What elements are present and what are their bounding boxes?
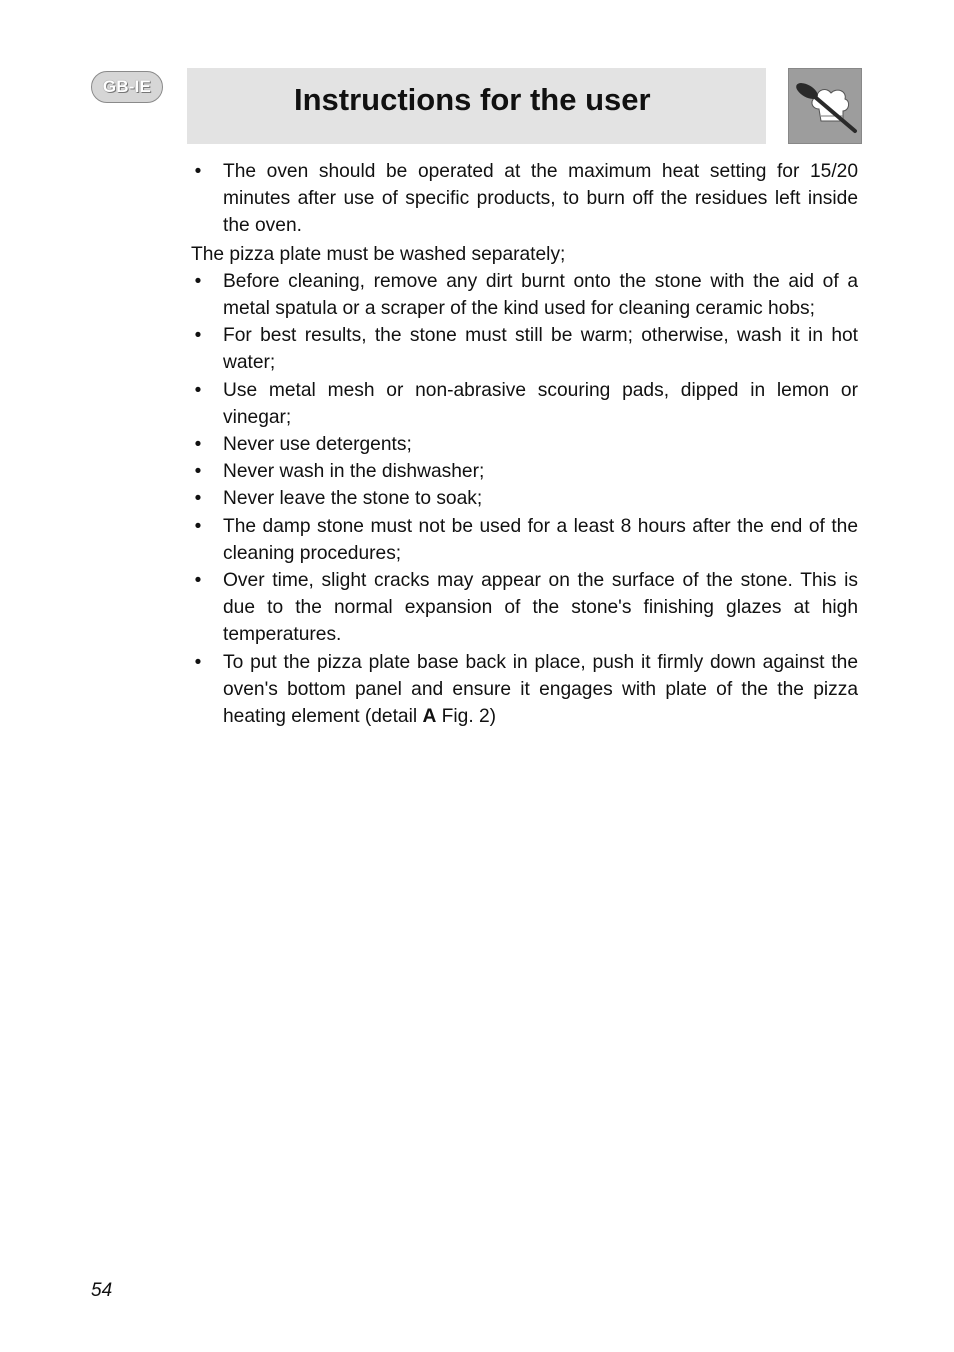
- list-item-text: The damp stone must not be used for a least 8 hours after the end of the cleaning procedures;: [223, 515, 858, 564]
- list-item-text: Never use detergents;: [223, 434, 412, 456]
- bullet-icon: •: [194, 161, 202, 182]
- list-item-text-part: To put the pizza plate base back in place, push it firmly down against the oven's bottom panel and ensure it engages with plate of the the pizza heating element (detail: [223, 651, 858, 728]
- list-item: [191, 567, 858, 649]
- list-item: [191, 513, 858, 567]
- bullet-icon: •: [194, 651, 202, 673]
- main-content: [191, 158, 858, 730]
- bullet-icon: •: [194, 515, 202, 537]
- language-badge: GB-IE: [91, 71, 163, 103]
- list-item: [191, 158, 858, 240]
- list-item-text: [223, 652, 858, 727]
- header-bar: [187, 68, 766, 144]
- detail-label: A: [422, 706, 437, 728]
- list-item: [191, 458, 858, 485]
- spoon-chef-hat-icon: [788, 68, 862, 144]
- list-item-text: For best results, the stone must still be warm; otherwise, wash it in hot water;: [223, 325, 858, 374]
- list-item-text: Never wash in the dishwasher;: [223, 461, 485, 483]
- list-item: [191, 377, 858, 431]
- list-item-text: Never leave the stone to soak;: [223, 488, 483, 510]
- bullet-icon: •: [194, 570, 202, 592]
- list-item: [191, 431, 858, 458]
- bullet-icon: •: [194, 488, 202, 510]
- paragraph: The pizza plate must be washed separately;: [191, 243, 566, 265]
- page-number: 54: [91, 1280, 113, 1301]
- bullet-icon: •: [194, 325, 202, 347]
- bullet-icon: •: [194, 461, 202, 483]
- bullet-icon: •: [194, 270, 202, 292]
- list-item: [191, 268, 858, 322]
- list-item-text: Use metal mesh or non-abrasive scouring pads, dipped in lemon or vinegar;: [223, 379, 858, 428]
- bullet-icon: •: [194, 434, 202, 456]
- bullet-icon: •: [194, 379, 202, 401]
- page-title: Instructions for the user: [294, 82, 651, 117]
- list-item: [191, 322, 858, 376]
- list-item: [191, 649, 858, 731]
- list-item-text: Over time, slight cracks may appear on the surface of the stone. This is due to the normal expansion of the stone's finishing glazes at high temperatures.: [223, 570, 858, 646]
- list-item: [191, 485, 858, 512]
- list-item-text: The oven should be operated at the maximum heat setting for 15/20 minutes after use of specific products, to burn off the residues left inside the oven.: [223, 161, 858, 237]
- list-item-text-part: Fig. 2): [436, 706, 497, 728]
- list-item-text: Before cleaning, remove any dirt burnt onto the stone with the aid of a metal spatula or a scraper of the kind used for cleaning ceramic hobs;: [223, 270, 858, 320]
